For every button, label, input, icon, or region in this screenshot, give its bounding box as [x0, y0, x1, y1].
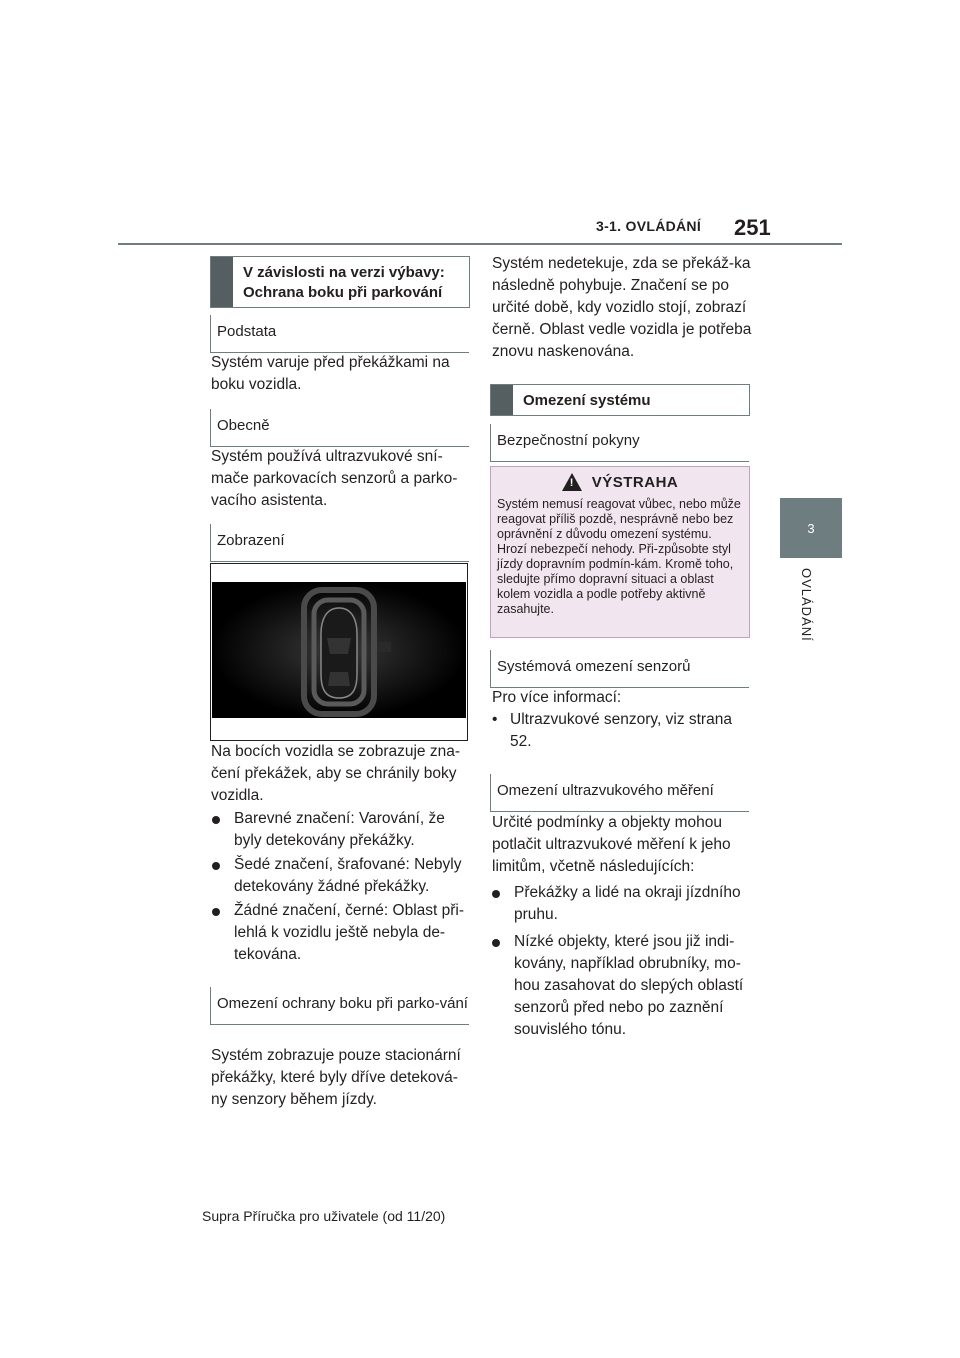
bullet-icon [492, 939, 500, 947]
paragraph: Systém používá ultrazvukové sní-mače parkovacích senzorů a parko-vacího asistenta. [211, 448, 458, 509]
warning-triangle-icon: ! [562, 473, 582, 491]
reference-text: Ultrazvukové senzory, viz strana 52. [510, 711, 732, 750]
list-item [492, 931, 748, 1041]
subheading-omezeni-ochrany: Omezení ochrany boku při parko-vání [210, 987, 469, 1025]
car-rear-window [328, 672, 350, 686]
section-box-title [490, 384, 750, 416]
paragraph: Na bocích vozidla se zobrazuje zna-čení překážek, aby se chránily boky vozidla. [211, 743, 460, 804]
section-header: 3-1. OVLÁDÁNÍ [596, 218, 702, 234]
box-accent-bar [211, 257, 233, 307]
subheading-obecne: Obecně [210, 409, 469, 447]
footer-text: Supra Příručka pro uživatele (od 11/20) [202, 1208, 446, 1224]
bullet-icon [212, 862, 220, 870]
list-item-text: Nízké objekty, které jsou již indi-kovány, například obrubníky, mo-hou zasahovat do slepých oblastí senzorů před nebo po zaznění souvislého tónu. [514, 933, 744, 1038]
car-top-view-illustration [212, 582, 466, 718]
box-title-line2: Ochrana boku při parkování [243, 284, 443, 301]
display-screen [212, 582, 466, 718]
list-item [212, 854, 466, 898]
paragraph: Systém nedetekuje, zda se překáž-ka následně pohybuje. Značení se po určité době, kdy vozidlo stojí, zobrazí černě. Oblast vedle vozidla je potřeba znovu naskenována. [492, 255, 752, 360]
header-rule [118, 243, 842, 245]
list-item [212, 900, 466, 966]
chapter-tab [780, 498, 842, 558]
reference-item [492, 709, 748, 753]
paragraph: Systém varuje před překážkami na boku vozidla. [211, 354, 450, 393]
list-item [212, 808, 466, 852]
list-item-text: Překážky a lidé na okraji jízdního pruhu. [514, 884, 741, 923]
warning-header [491, 467, 749, 497]
car-windshield [327, 638, 351, 654]
list-item [492, 882, 748, 926]
subheading-systemova-omezeni: Systémová omezení senzorů [490, 650, 749, 688]
parking-display-figure [210, 563, 468, 741]
bullet-icon [212, 816, 220, 824]
bullet-glyph: • [492, 711, 498, 728]
box-title-text: Omezení systému [523, 392, 651, 409]
list-item-text: Žádné značení, černé: Oblast při-lehlá k vozidlu ještě nebyla de-tekována. [234, 902, 465, 963]
warning-box [490, 466, 750, 638]
page-number: 251 [734, 215, 771, 240]
warning-text: Systém nemusí reagovat vůbec, nebo může reagovat příliš pozdě, nesprávně nebo bez oprávnění z důvodu omezení systému. Hrozí nebezpečí nehody. Při-způsobte styl jízdy dopravním podmín-kám. Kromě toho, sledujte přímo dopravní situaci a oblast kolem vozidla a podle potřeby aktivně zasahujte. [497, 497, 741, 616]
box-accent-bar [491, 385, 513, 415]
subheading-bezpecnostni-pokyny: Bezpečnostní pokyny [490, 424, 749, 462]
chapter-label: OVLÁDÁNÍ [799, 568, 814, 642]
subheading-zobrazeni: Zobrazení [210, 524, 469, 562]
paragraph: Systém zobrazuje pouze stacionární překážky, které byly dříve deteková-ny senzory během jízdy. [211, 1047, 461, 1108]
box-title-line1: V závislosti na verzi výbavy: [243, 264, 445, 281]
subheading-podstata: Podstata [210, 315, 469, 353]
side-marker [377, 642, 391, 652]
box-title-text [233, 257, 455, 307]
bullet-icon [212, 908, 220, 916]
list-item-text: Barevné značení: Varování, že byly detekovány překážky. [234, 810, 445, 849]
section-box-title [210, 256, 470, 308]
subheading-omezeni-ultrazvukoveho: Omezení ultrazvukového měření [490, 774, 749, 812]
bullet-icon [492, 890, 500, 898]
list-item-text: Šedé značení, šrafované: Nebyly detekovány žádné překážky. [234, 856, 462, 895]
warning-title: VÝSTRAHA [591, 473, 679, 491]
paragraph: Pro více informací: [492, 689, 622, 706]
chapter-number: 3 [807, 520, 815, 536]
paragraph: Určité podmínky a objekty mohou potlačit ultrazvukové měření k jeho limitům, včetně následujících: [492, 814, 731, 875]
